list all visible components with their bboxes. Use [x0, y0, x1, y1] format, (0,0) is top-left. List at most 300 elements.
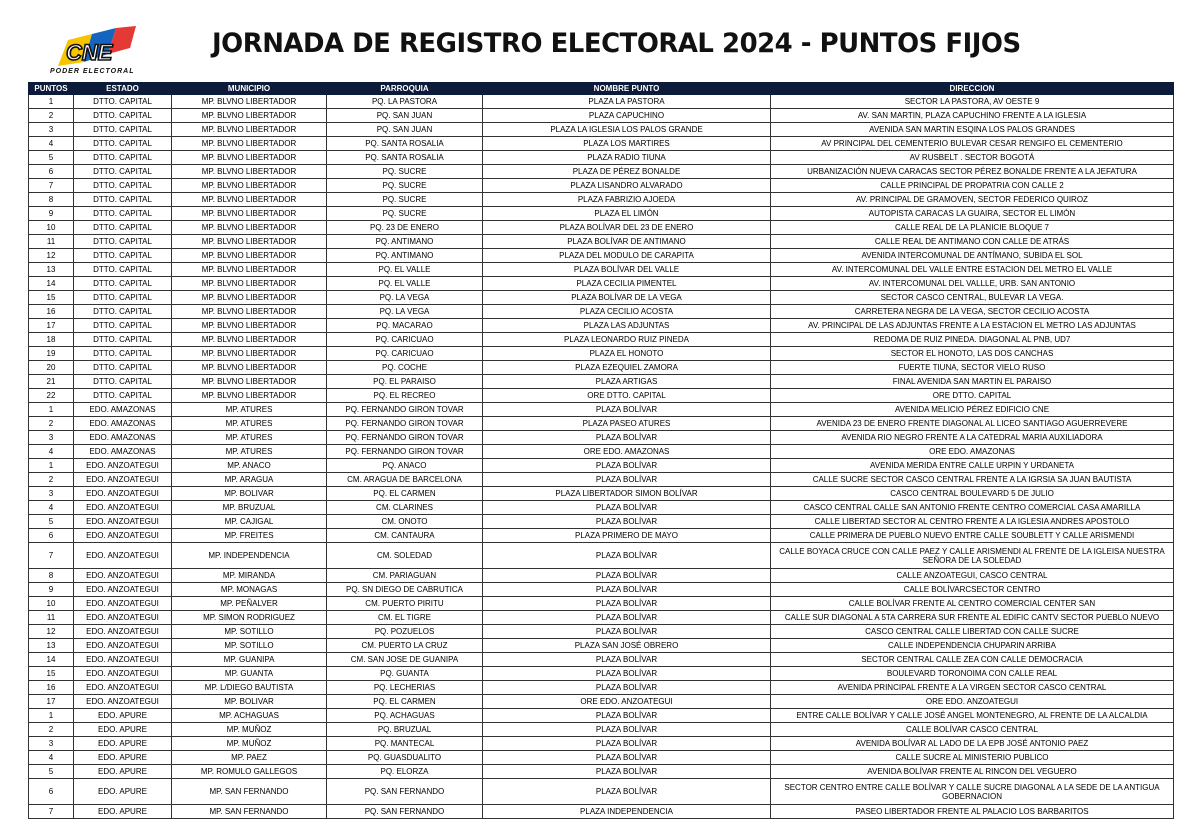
page-header	[0, 0, 1201, 82]
cell-puntos: 20	[29, 361, 74, 375]
cell-estado: EDO. ANZOATEGUI	[74, 653, 172, 667]
cell-parroquia: CM. SOLEDAD	[327, 543, 483, 569]
cell-direccion: REDOMA DE RUIZ PINEDA. DIAGONAL AL PNB, UD7	[771, 333, 1174, 347]
cell-estado: DTTO. CAPITAL	[74, 179, 172, 193]
cell-parroquia: PQ. LA VEGA	[327, 305, 483, 319]
cell-municipio: MP. BLVNO LIBERTADOR	[172, 291, 327, 305]
cell-direccion: AVENIDA MERIDA ENTRE CALLE URPIN Y URDANETA	[771, 459, 1174, 473]
cell-parroquia: PQ. BRUZUAL	[327, 723, 483, 737]
cell-parroquia: PQ. SANTA ROSALIA	[327, 137, 483, 151]
cell-estado: DTTO. CAPITAL	[74, 333, 172, 347]
cell-municipio: MP. SAN FERNANDO	[172, 805, 327, 819]
cell-puntos: 14	[29, 277, 74, 291]
cell-puntos: 11	[29, 235, 74, 249]
cell-nombre-punto: PLAZA BOLÍVAR	[483, 667, 771, 681]
cell-municipio: MP. ATURES	[172, 403, 327, 417]
cell-direccion: CASCO CENTRAL BOULEVARD 5 DE JULIO	[771, 487, 1174, 501]
cell-direccion: AVENIDA BOLÍVAR FRENTE AL RINCON DEL VEGUERO	[771, 765, 1174, 779]
cell-puntos: 21	[29, 375, 74, 389]
cell-parroquia: PQ. SUCRE	[327, 207, 483, 221]
cell-nombre-punto: PLAZA BOLÍVAR DE LA VEGA	[483, 291, 771, 305]
cell-estado: EDO. APURE	[74, 751, 172, 765]
header-estado: ESTADO	[74, 83, 172, 95]
cell-nombre-punto: PLAZA BOLÍVAR	[483, 653, 771, 667]
table-row	[29, 165, 1174, 179]
cell-estado: DTTO. CAPITAL	[74, 235, 172, 249]
cell-puntos: 6	[29, 779, 74, 805]
header-parroquia: PARROQUIA	[327, 83, 483, 95]
cell-municipio: MP. BLVNO LIBERTADOR	[172, 319, 327, 333]
cell-direccion: AVENIDA INTERCOMUNAL DE ANTÍMANO, SUBIDA EL SOL	[771, 249, 1174, 263]
cell-nombre-punto: PLAZA BOLÍVAR	[483, 751, 771, 765]
table-row	[29, 805, 1174, 819]
cell-nombre-punto: PLAZA BOLÍVAR	[483, 459, 771, 473]
table-row	[29, 445, 1174, 459]
table-row	[29, 179, 1174, 193]
cell-direccion: AV. INTERCOMUNAL DEL VALLE ENTRE ESTACION DEL METRO EL VALLE	[771, 263, 1174, 277]
cell-parroquia: CM. ONOTO	[327, 515, 483, 529]
header-direccion: DIRECCION	[771, 83, 1174, 95]
table-row	[29, 95, 1174, 109]
cell-municipio: MP. CAJIGAL	[172, 515, 327, 529]
cell-municipio: MP. ATURES	[172, 417, 327, 431]
cell-parroquia: CM. CLARINES	[327, 501, 483, 515]
header-municipio: MUNICIPIO	[172, 83, 327, 95]
cell-puntos: 3	[29, 431, 74, 445]
cell-parroquia: PQ. MANTECAL	[327, 737, 483, 751]
table-row	[29, 459, 1174, 473]
cell-estado: EDO. ANZOATEGUI	[74, 611, 172, 625]
cell-direccion: AV PRINCIPAL DEL CEMENTERIO BULEVAR CESAR RENGIFO EL CEMENTERIO	[771, 137, 1174, 151]
cell-municipio: MP. BLVNO LIBERTADOR	[172, 207, 327, 221]
cell-nombre-punto: PLAZA FABRIZIO AJOEDA	[483, 193, 771, 207]
cell-parroquia: CM. CANTAURA	[327, 529, 483, 543]
cell-nombre-punto: PLAZA LA PASTORA	[483, 95, 771, 109]
cell-direccion: CALLE BOLÍVAR FRENTE AL CENTRO COMERCIAL CENTER SAN	[771, 597, 1174, 611]
table-row	[29, 543, 1174, 569]
cell-nombre-punto: PLAZA BOLÍVAR	[483, 737, 771, 751]
cell-estado: EDO. ANZOATEGUI	[74, 625, 172, 639]
cell-puntos: 14	[29, 653, 74, 667]
table-row	[29, 375, 1174, 389]
cell-municipio: MP. BLVNO LIBERTADOR	[172, 305, 327, 319]
cell-puntos: 4	[29, 445, 74, 459]
cell-nombre-punto: PLAZA EL LIMÓN	[483, 207, 771, 221]
cell-estado: DTTO. CAPITAL	[74, 109, 172, 123]
cell-estado: EDO. AMAZONAS	[74, 403, 172, 417]
cell-nombre-punto: PLAZA PASEO ATURES	[483, 417, 771, 431]
cell-parroquia: PQ. FERNANDO GIRON TOVAR	[327, 403, 483, 417]
cell-estado: DTTO. CAPITAL	[74, 277, 172, 291]
cell-direccion: SECTOR CENTRAL CALLE ZEA CON CALLE DEMOCRACIA	[771, 653, 1174, 667]
cell-direccion: FINAL AVENIDA SAN MARTIN EL PARAISO	[771, 375, 1174, 389]
cell-direccion: CALLE INDEPENDENCIA CHUPARIN ARRIBA	[771, 639, 1174, 653]
cell-puntos: 16	[29, 681, 74, 695]
cell-puntos: 13	[29, 639, 74, 653]
cell-municipio: MP. BLVNO LIBERTADOR	[172, 389, 327, 403]
cell-puntos: 19	[29, 347, 74, 361]
cell-nombre-punto: PLAZA BOLÍVAR	[483, 709, 771, 723]
table-row	[29, 737, 1174, 751]
cell-nombre-punto: PLAZA BOLÍVAR DEL 23 DE ENERO	[483, 221, 771, 235]
cell-nombre-punto: PLAZA BOLÍVAR	[483, 723, 771, 737]
cell-puntos: 10	[29, 221, 74, 235]
cell-parroquia: PQ. ACHAGUAS	[327, 709, 483, 723]
cell-direccion: AVENIDA MELICIO PÉREZ EDIFICIO CNE	[771, 403, 1174, 417]
cell-puntos: 2	[29, 417, 74, 431]
cell-direccion: FUERTE TIUNA, SECTOR VIELO RUSO	[771, 361, 1174, 375]
cell-puntos: 3	[29, 737, 74, 751]
cell-nombre-punto: PLAZA PRIMERO DE MAYO	[483, 529, 771, 543]
cell-parroquia: PQ. 23 DE ENERO	[327, 221, 483, 235]
cell-nombre-punto: PLAZA BOLÍVAR	[483, 543, 771, 569]
table-header-row	[29, 83, 1174, 95]
cell-direccion: AVENIDA RIO NEGRO FRENTE A LA CATEDRAL MARIA AUXILIADORA	[771, 431, 1174, 445]
cell-estado: DTTO. CAPITAL	[74, 151, 172, 165]
cell-direccion: CASCO CENTRAL CALLE LIBERTAD CON CALLE SUCRE	[771, 625, 1174, 639]
table-row	[29, 431, 1174, 445]
cell-puntos: 5	[29, 765, 74, 779]
cell-parroquia: CM. EL TIGRE	[327, 611, 483, 625]
cell-municipio: MP. BOLIVAR	[172, 487, 327, 501]
cell-puntos: 17	[29, 319, 74, 333]
cell-municipio: MP. BLVNO LIBERTADOR	[172, 137, 327, 151]
cell-puntos: 17	[29, 695, 74, 709]
cell-direccion: AUTOPISTA CARACAS LA GUAIRA, SECTOR EL LIMÓN	[771, 207, 1174, 221]
cell-municipio: MP. BLVNO LIBERTADOR	[172, 193, 327, 207]
cell-nombre-punto: ORE EDO. ANZOATEGUI	[483, 695, 771, 709]
cell-nombre-punto: PLAZA DE PÉREZ BONALDE	[483, 165, 771, 179]
cell-direccion: SECTOR LA PASTORA, AV OESTE 9	[771, 95, 1174, 109]
cell-nombre-punto: PLAZA BOLÍVAR	[483, 431, 771, 445]
cell-parroquia: CM. PARIAGUAN	[327, 569, 483, 583]
table-body	[29, 95, 1174, 819]
cell-municipio: MP. BLVNO LIBERTADOR	[172, 221, 327, 235]
cell-municipio: MP. INDEPENDENCIA	[172, 543, 327, 569]
table-row	[29, 417, 1174, 431]
table-row	[29, 779, 1174, 805]
cell-nombre-punto: PLAZA INDEPENDENCIA	[483, 805, 771, 819]
cell-municipio: MP. BLVNO LIBERTADOR	[172, 263, 327, 277]
table-row	[29, 569, 1174, 583]
cell-municipio: MP. BRUZUAL	[172, 501, 327, 515]
cell-parroquia: PQ. FERNANDO GIRON TOVAR	[327, 417, 483, 431]
cell-municipio: MP. L/DIEGO BAUTISTA	[172, 681, 327, 695]
cell-municipio: MP. ANACO	[172, 459, 327, 473]
cell-puntos: 1	[29, 709, 74, 723]
cell-estado: DTTO. CAPITAL	[74, 389, 172, 403]
cell-municipio: MP. MIRANDA	[172, 569, 327, 583]
cell-estado: DTTO. CAPITAL	[74, 249, 172, 263]
cell-puntos: 10	[29, 597, 74, 611]
cell-parroquia: PQ. LA VEGA	[327, 291, 483, 305]
cell-municipio: MP. BLVNO LIBERTADOR	[172, 375, 327, 389]
cell-nombre-punto: PLAZA BOLÍVAR DE ANTIMANO	[483, 235, 771, 249]
cell-puntos: 5	[29, 151, 74, 165]
cell-puntos: 2	[29, 723, 74, 737]
table-row	[29, 249, 1174, 263]
cell-nombre-punto: PLAZA ARTIGAS	[483, 375, 771, 389]
cell-estado: DTTO. CAPITAL	[74, 263, 172, 277]
cell-direccion: SECTOR CENTRO ENTRE CALLE BOLÍVAR Y CALLE SUCRE DIAGONAL A LA SEDE DE LA ANTIGUA GOBERNACION	[771, 779, 1174, 805]
cell-direccion: CALLE SUCRE SECTOR CASCO CENTRAL FRENTE A LA IGRSIA SA JUAN BAUTISTA	[771, 473, 1174, 487]
cell-estado: EDO. AMAZONAS	[74, 431, 172, 445]
cell-municipio: MP. BLVNO LIBERTADOR	[172, 361, 327, 375]
cell-parroquia: PQ. EL VALLE	[327, 263, 483, 277]
cell-estado: DTTO. CAPITAL	[74, 305, 172, 319]
table-row	[29, 319, 1174, 333]
cell-direccion: CALLE BOLÍVARCSECTOR CENTRO	[771, 583, 1174, 597]
cell-estado: DTTO. CAPITAL	[74, 95, 172, 109]
cell-direccion: CALLE SUR DIAGONAL A 5TA CARRERA SUR FRENTE AL EDIFIC CANTV SECTOR PUEBLO NUEVO	[771, 611, 1174, 625]
cell-direccion: AV. PRINCIPAL DE GRAMOVEN, SECTOR FEDERICO QUIROZ	[771, 193, 1174, 207]
cell-municipio: MP. ACHAGUAS	[172, 709, 327, 723]
cell-municipio: MP. GUANTA	[172, 667, 327, 681]
cell-direccion: CASCO CENTRAL CALLE SAN ANTONIO FRENTE CENTRO COMERCIAL CASA AMARILLA	[771, 501, 1174, 515]
cell-puntos: 8	[29, 569, 74, 583]
cell-nombre-punto: PLAZA BOLÍVAR	[483, 611, 771, 625]
table-row	[29, 333, 1174, 347]
cell-municipio: MP. BLVNO LIBERTADOR	[172, 95, 327, 109]
cell-municipio: MP. SAN FERNANDO	[172, 779, 327, 805]
cell-puntos: 9	[29, 207, 74, 221]
table-row	[29, 347, 1174, 361]
cell-direccion: URBANIZACIÓN NUEVA CARACAS SECTOR PÉREZ BONALDE FRENTE A LA JEFATURA	[771, 165, 1174, 179]
cell-estado: DTTO. CAPITAL	[74, 165, 172, 179]
cell-nombre-punto: PLAZA LAS ADJUNTAS	[483, 319, 771, 333]
cell-direccion: AVENIDA BOLÍVAR AL LADO DE LA EPB JOSÉ ANTONIO PAEZ	[771, 737, 1174, 751]
cell-nombre-punto: PLAZA BOLÍVAR	[483, 765, 771, 779]
page-title: JORNADA DE REGISTRO ELECTORAL 2024 - PUNTOS FIJOS	[212, 28, 1021, 59]
cell-puntos: 22	[29, 389, 74, 403]
cell-parroquia: CM. PUERTO LA CRUZ	[327, 639, 483, 653]
cell-parroquia: PQ. EL PARAISO	[327, 375, 483, 389]
table-row	[29, 501, 1174, 515]
cell-puntos: 4	[29, 501, 74, 515]
cell-nombre-punto: PLAZA CECILIA PIMENTEL	[483, 277, 771, 291]
cell-nombre-punto: PLAZA LA IGLESIA LOS PALOS GRANDE	[483, 123, 771, 137]
cell-municipio: MP. BLVNO LIBERTADOR	[172, 151, 327, 165]
cell-nombre-punto: PLAZA BOLÍVAR DEL VALLE	[483, 263, 771, 277]
cell-parroquia: PQ. FERNANDO GIRON TOVAR	[327, 445, 483, 459]
table-row	[29, 583, 1174, 597]
cell-nombre-punto: PLAZA LEONARDO RUIZ PINEDA	[483, 333, 771, 347]
cell-nombre-punto: PLAZA DEL MODULO DE CARAPITA	[483, 249, 771, 263]
cell-puntos: 15	[29, 291, 74, 305]
cell-puntos: 16	[29, 305, 74, 319]
cell-parroquia: CM. SAN JOSE DE GUANIPA	[327, 653, 483, 667]
cell-municipio: MP. SIMON RODRIGUEZ	[172, 611, 327, 625]
table-row	[29, 473, 1174, 487]
cell-nombre-punto: PLAZA BOLÍVAR	[483, 403, 771, 417]
cell-parroquia: PQ. SAN FERNANDO	[327, 779, 483, 805]
cell-municipio: MP. GUANIPA	[172, 653, 327, 667]
cell-parroquia: PQ. MACARAO	[327, 319, 483, 333]
cell-puntos: 4	[29, 751, 74, 765]
table-row	[29, 207, 1174, 221]
cell-direccion: ENTRE CALLE BOLÍVAR Y CALLE JOSÉ ANGEL MONTENEGRO, AL FRENTE DE LA ALCALDIA	[771, 709, 1174, 723]
cell-estado: DTTO. CAPITAL	[74, 361, 172, 375]
cell-estado: EDO. ANZOATEGUI	[74, 597, 172, 611]
cell-estado: EDO. APURE	[74, 765, 172, 779]
cell-parroquia: PQ. GUANTA	[327, 667, 483, 681]
cell-puntos: 9	[29, 583, 74, 597]
cell-parroquia: PQ. SUCRE	[327, 179, 483, 193]
cell-municipio: MP. MUÑOZ	[172, 737, 327, 751]
table-row	[29, 611, 1174, 625]
cell-estado: EDO. APURE	[74, 723, 172, 737]
cell-municipio: MP. BLVNO LIBERTADOR	[172, 123, 327, 137]
cell-puntos: 8	[29, 193, 74, 207]
cell-direccion: CALLE BOYACA CRUCE CON CALLE PAEZ Y CALLE ARISMENDI AL FRENTE DE LA IGLEISA NUESTRA SEÑORA DE LA SOLEDAD	[771, 543, 1174, 569]
table-row	[29, 221, 1174, 235]
cell-parroquia: PQ. EL VALLE	[327, 277, 483, 291]
cell-municipio: MP. BLVNO LIBERTADOR	[172, 179, 327, 193]
cell-estado: DTTO. CAPITAL	[74, 123, 172, 137]
cell-parroquia: PQ. EL CARMEN	[327, 695, 483, 709]
cell-estado: EDO. ANZOATEGUI	[74, 487, 172, 501]
registration-points-table	[28, 82, 1174, 819]
cell-puntos: 3	[29, 123, 74, 137]
cell-parroquia: PQ. LA PASTORA	[327, 95, 483, 109]
cell-direccion: CALLE PRINCIPAL DE PROPATRIA CON CALLE 2	[771, 179, 1174, 193]
cell-nombre-punto: ORE EDO. AMAZONAS	[483, 445, 771, 459]
cell-direccion: CALLE LIBERTAD SECTOR AL CENTRO FRENTE A LA IGLESIA ANDRES APOSTOLO	[771, 515, 1174, 529]
table-row	[29, 625, 1174, 639]
cell-parroquia: PQ. EL RECREO	[327, 389, 483, 403]
cell-estado: EDO. AMAZONAS	[74, 445, 172, 459]
cell-estado: EDO. APURE	[74, 779, 172, 805]
cell-parroquia: PQ. EL CARMEN	[327, 487, 483, 501]
cell-parroquia: PQ. POZUELOS	[327, 625, 483, 639]
cell-nombre-punto: PLAZA BOLÍVAR	[483, 515, 771, 529]
cell-direccion: CARRETERA NEGRA DE LA VEGA, SECTOR CECILIO ACOSTA	[771, 305, 1174, 319]
cell-parroquia: PQ. LECHERIAS	[327, 681, 483, 695]
cell-estado: EDO. APURE	[74, 709, 172, 723]
cell-estado: DTTO. CAPITAL	[74, 221, 172, 235]
cell-direccion: AVENIDA PRINCIPAL FRENTE A LA VIRGEN SECTOR CASCO CENTRAL	[771, 681, 1174, 695]
table-row	[29, 291, 1174, 305]
table-row	[29, 123, 1174, 137]
cell-direccion: CALLE BOLÍVAR CASCO CENTRAL	[771, 723, 1174, 737]
cell-nombre-punto: PLAZA LOS MARTIRES	[483, 137, 771, 151]
cell-municipio: MP. BLVNO LIBERTADOR	[172, 333, 327, 347]
cell-municipio: MP. SOTILLO	[172, 625, 327, 639]
table-row	[29, 529, 1174, 543]
table-row	[29, 723, 1174, 737]
table-row	[29, 653, 1174, 667]
cell-nombre-punto: PLAZA BOLÍVAR	[483, 583, 771, 597]
cell-parroquia: PQ. SUCRE	[327, 165, 483, 179]
cell-estado: EDO. AMAZONAS	[74, 417, 172, 431]
cell-puntos: 15	[29, 667, 74, 681]
cell-direccion: SECTOR CASCO CENTRAL, BULEVAR LA VEGA.	[771, 291, 1174, 305]
cell-direccion: PASEO LIBERTADOR FRENTE AL PALACIO LOS BARBARITOS	[771, 805, 1174, 819]
cell-municipio: MP. PEÑALVER	[172, 597, 327, 611]
cell-direccion: AV. SAN MARTIN, PLAZA CAPUCHINO FRENTE A LA IGLESIA	[771, 109, 1174, 123]
cell-nombre-punto: PLAZA EL HONOTO	[483, 347, 771, 361]
cell-estado: DTTO. CAPITAL	[74, 137, 172, 151]
cell-estado: EDO. APURE	[74, 805, 172, 819]
cell-parroquia: PQ. COCHE	[327, 361, 483, 375]
cell-puntos: 1	[29, 459, 74, 473]
cell-municipio: MP. ARAGUA	[172, 473, 327, 487]
cell-parroquia: PQ. SUCRE	[327, 193, 483, 207]
cell-puntos: 6	[29, 165, 74, 179]
cell-parroquia: PQ. SAN JUAN	[327, 123, 483, 137]
cell-municipio: MP. MONAGAS	[172, 583, 327, 597]
cell-puntos: 7	[29, 179, 74, 193]
cell-nombre-punto: PLAZA EZEQUIEL ZAMORA	[483, 361, 771, 375]
logo-text: CNE	[66, 40, 113, 65]
cell-nombre-punto: PLAZA BOLÍVAR	[483, 681, 771, 695]
cell-parroquia: PQ. SAN JUAN	[327, 109, 483, 123]
cell-estado: EDO. ANZOATEGUI	[74, 639, 172, 653]
cell-estado: EDO. ANZOATEGUI	[74, 543, 172, 569]
cell-parroquia: PQ. CARICUAO	[327, 333, 483, 347]
cell-puntos: 1	[29, 95, 74, 109]
cell-nombre-punto: PLAZA SAN JOSÉ OBRERO	[483, 639, 771, 653]
cell-nombre-punto: PLAZA BOLÍVAR	[483, 597, 771, 611]
table-row	[29, 193, 1174, 207]
cell-estado: DTTO. CAPITAL	[74, 347, 172, 361]
table-row	[29, 235, 1174, 249]
cell-municipio: MP. BLVNO LIBERTADOR	[172, 347, 327, 361]
cell-puntos: 6	[29, 529, 74, 543]
cell-direccion: ORE EDO. ANZOATEGUI	[771, 695, 1174, 709]
cell-puntos: 7	[29, 543, 74, 569]
cell-puntos: 7	[29, 805, 74, 819]
cell-puntos: 12	[29, 625, 74, 639]
table-row	[29, 389, 1174, 403]
table-row	[29, 403, 1174, 417]
cell-municipio: MP. ATURES	[172, 431, 327, 445]
cell-parroquia: PQ. SN DIEGO DE CABRUTICA	[327, 583, 483, 597]
cell-parroquia: CM. ARAGUA DE BARCELONA	[327, 473, 483, 487]
cell-nombre-punto: PLAZA BOLÍVAR	[483, 473, 771, 487]
cell-direccion: AV. INTERCOMUNAL DEL VALLLE, URB. SAN ANTONIO	[771, 277, 1174, 291]
cell-nombre-punto: PLAZA RADIO TIUNA	[483, 151, 771, 165]
cell-estado: EDO. ANZOATEGUI	[74, 583, 172, 597]
cell-puntos: 18	[29, 333, 74, 347]
cell-estado: DTTO. CAPITAL	[74, 207, 172, 221]
cell-nombre-punto: PLAZA LISANDRO ALVARADO	[483, 179, 771, 193]
table-row	[29, 137, 1174, 151]
table-row	[29, 751, 1174, 765]
table-row	[29, 639, 1174, 653]
table-row	[29, 597, 1174, 611]
cell-puntos: 3	[29, 487, 74, 501]
cell-municipio: MP. PAEZ	[172, 751, 327, 765]
cell-direccion: ORE DTTO. CAPITAL	[771, 389, 1174, 403]
cell-direccion: AV. PRINCIPAL DE LAS ADJUNTAS FRENTE A LA ESTACION EL METRO LAS ADJUNTAS	[771, 319, 1174, 333]
cell-municipio: MP. MUÑOZ	[172, 723, 327, 737]
cell-puntos: 5	[29, 515, 74, 529]
cell-nombre-punto: ORE DTTO. CAPITAL	[483, 389, 771, 403]
cell-nombre-punto: PLAZA BOLÍVAR	[483, 501, 771, 515]
cell-estado: EDO. ANZOATEGUI	[74, 529, 172, 543]
cell-parroquia: PQ. ANTIMANO	[327, 249, 483, 263]
cell-estado: EDO. ANZOATEGUI	[74, 515, 172, 529]
table-row	[29, 681, 1174, 695]
cell-estado: EDO. ANZOATEGUI	[74, 459, 172, 473]
cell-direccion: AVENIDA SAN MARTIN ESQINA LOS PALOS GRANDES	[771, 123, 1174, 137]
cell-nombre-punto: PLAZA BOLÍVAR	[483, 625, 771, 639]
cell-direccion: AVENIDA 23 DE ENERO FRENTE DIAGONAL AL LICEO SANTIAGO AGUERREVERE	[771, 417, 1174, 431]
cell-parroquia: PQ. ELORZA	[327, 765, 483, 779]
cell-estado: DTTO. CAPITAL	[74, 375, 172, 389]
cell-direccion: AV RUSBELT . SECTOR BOGOTÁ	[771, 151, 1174, 165]
